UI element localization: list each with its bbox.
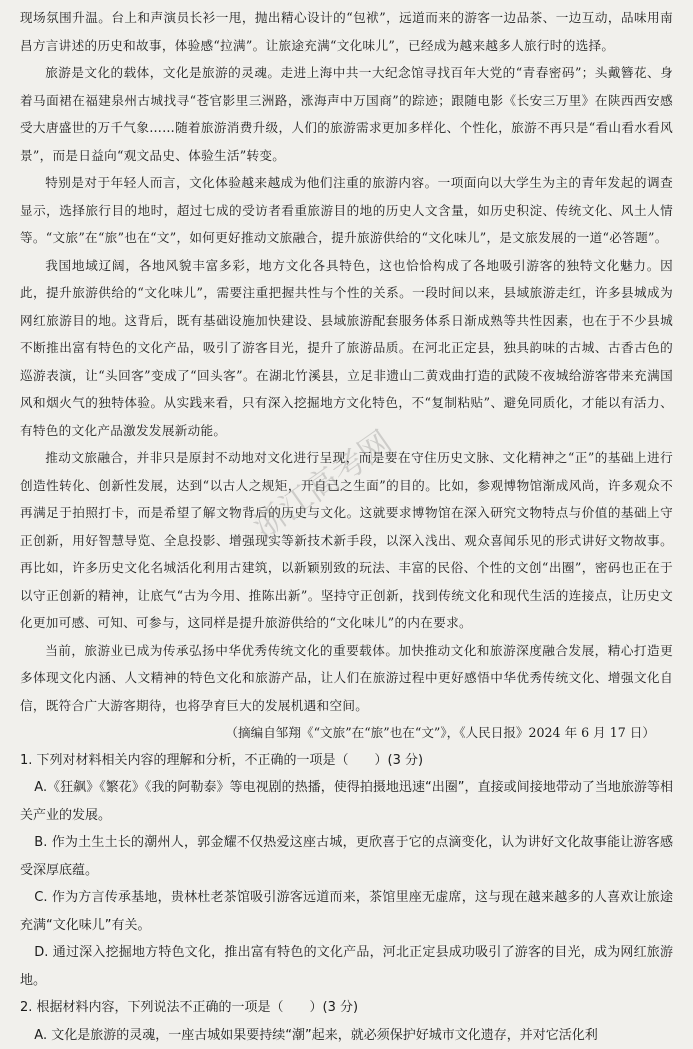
article-paragraph: 旅游是文化的载体，文化是旅游的灵魂。走进上海中共一大纪念馆寻找百年大党的“青春密码”；头戴簪花、身着马面裙在福建泉州古城找寻“苍官影里三洲路，涨海声中万国商”的踪迹；跟随电影《长安三万里》在陕西西安感受大唐盛世的万千气象……随着旅游消费升级，人们的旅游需求更加多样化、个性化，旅游不再只是“看山看水看风景”，而是日益向“观文品史、体验生活”转变。 [20, 59, 673, 169]
question-2: 2. 根据材料内容，下列说法不正确的一项是（ ）(3 分) [20, 994, 673, 1022]
question-1-option-b: B. 作为土生土长的潮州人，郭金耀不仅热爱这座古城，更欣喜于它的点滴变化，认为讲好文化故事能让游客感受深厚底蕴。 [20, 829, 673, 884]
article-paragraph: 现场氛围升温。台上和声演员长衫一甩，抛出精心设计的“包袱”，远道而来的游客一边品茶、一边互动，品味用南昌方言讲述的历史和故事，体验感“拉满”。让旅途充满“文化味儿”，已经成为越来越多人旅行时的选择。 [20, 4, 673, 59]
article-paragraph: 我国地域辽阔，各地风貌丰富多彩，地方文化各具特色，这也恰恰构成了各地吸引游客的独特文化魅力。因此，提升旅游供给的“文化味儿”，需要注重把握共性与个性的关系。一段时间以来，县域旅游走红，许多县城成为网红旅游目的地。这背后，既有基础设施加快建设、县域旅游配套服务体系日渐成熟等共性因素，也在于不少县城不断推出富有特色的文化产品，吸引了游客目光，提升了旅游品质。在河北正定县，独具韵味的古城、古香古色的巡游表演，让“头回客”变成了“回头客”。在湖北竹溪县，立足非遗山二黄戏曲打造的武陵不夜城给游客带来充满国风和烟火气的独特体验。从实践来看，只有深入挖掘地方文化特色，不“复制粘贴”、避免同质化，才能以有活力、有特色的文化产品激发发展新动能。 [20, 252, 673, 445]
article-source: （摘编自邹翔《“文旅”在“旅”也在“文”》，《人民日报》2024 年 6 月 17 日） [20, 719, 655, 747]
article-paragraph: 推动文旅融合，并非只是原封不动地对文化进行呈现，而是要在守住历史文脉、文化精神之“正”的基础上进行创造性转化、创新性发展，达到“以古人之规矩，开自己之生面”的目的。比如，参观博物馆渐成风尚，许多观众不再满足于拍照打卡，而是希望了解文物背后的历史与文化。这就要求博物馆在深入研究文物特点与价值的基础上守正创新，用好智慧导览、全息投影、增强现实等新技术新手段，以深入浅出、观众喜闻乐见的形式讲好文物故事。再比如，许多历史文化名城活化利用古建筑，以新颖别致的玩法、丰富的民俗、个性的文创“出圈”，密码也正在于以守正创新的精神，让底气“古为今用、推陈出新”。坚持守正创新，找到传统文化和现代生活的连接点，让历史文化更加可感、可知、可参与，这同样是提升旅游供给的“文化味儿”的内在要求。 [20, 444, 673, 637]
watermark: 浙江高考网 [242, 372, 507, 608]
question-1-option-d: D. 通过深入挖掘地方特色文化，推出富有特色的文化产品，河北正定县成功吸引了游客的目光，成为网红旅游地。 [20, 939, 673, 994]
question-1: 1. 下列对材料相关内容的理解和分析，不正确的一项是（ ）(3 分) [20, 747, 673, 775]
article-paragraph: 当前，旅游业已成为传承弘扬中华优秀传统文化的重要载体。加快推动文化和旅游深度融合发展，精心打造更多体现文化内涵、人文精神的特色文化和旅游产品，让人们在旅游过程中更好感悟中华优秀传统文化、增强文化自信，既符合广大游客期待，也将孕育巨大的发展机遇和空间。 [20, 637, 673, 720]
question-2-option-a: A. 文化是旅游的灵魂，一座古城如果要持续“潮”起来，就必须保护好城市文化遗存，并对它活化利 [20, 1022, 673, 1049]
article-paragraph: 特别是对于年轻人而言，文化体验越来越成为他们注重的旅游内容。一项面向以大学生为主的青年发起的调查显示，选择旅行目的地时，超过七成的受访者看重旅游目的地的历史人文含量，如历史积淀、传统文化、风土人情等。“文旅”在“旅”也在“文”，如何更好推动文旅融合，提升旅游供给的“文化味儿”，是文旅发展的一道“必答题”。 [20, 169, 673, 252]
question-1-option-c: C. 作为方言传承基地，贵林杜老茶馆吸引游客远道而来，茶馆里座无虚席，这与现在越来越多的人喜欢让旅途充满“文化味儿”有关。 [20, 884, 673, 939]
question-1-option-a: A.《狂飙》《繁花》《我的阿勒泰》等电视剧的热播，使得拍摄地迅速“出圈”，直接或间接地带动了当地旅游等相关产业的发展。 [20, 774, 673, 829]
